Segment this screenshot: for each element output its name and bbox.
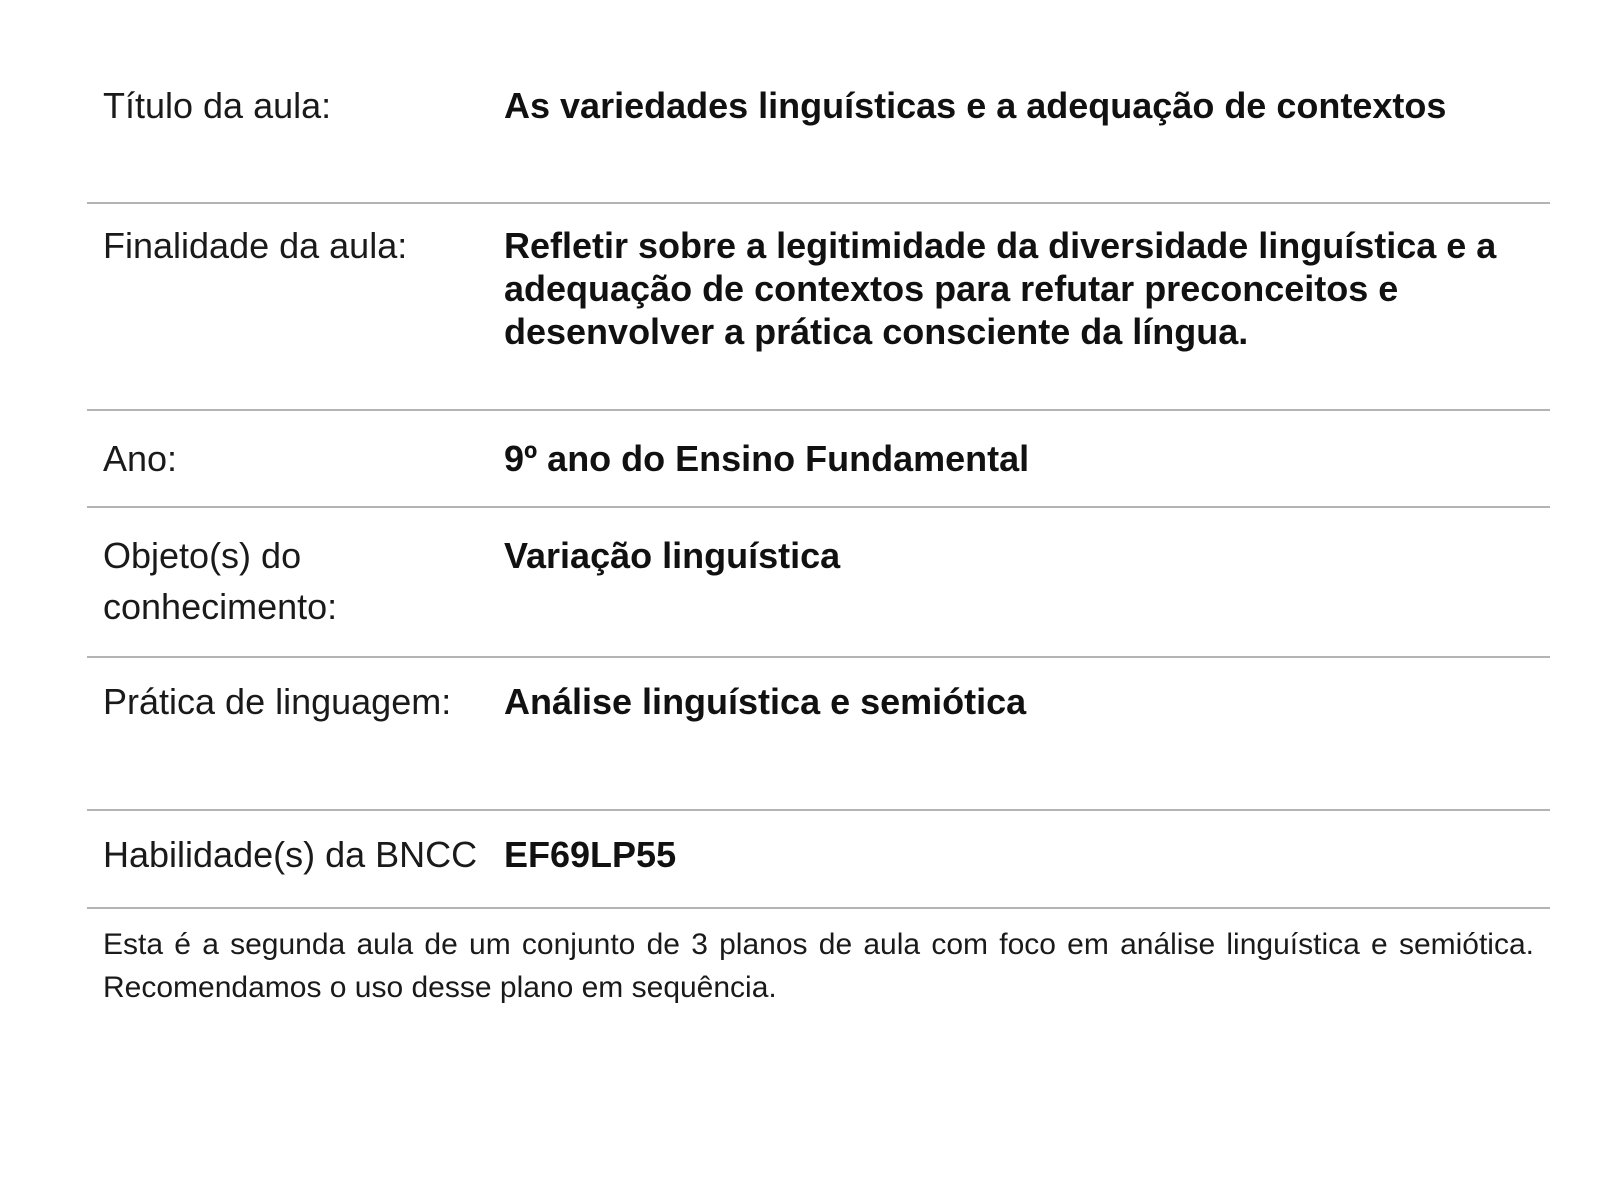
sequence-note: Esta é a segunda aula de um conjunto de 3 planos de aula com foco em análise linguística e semiótica. Recomendamos o uso desse plano em sequência. (103, 928, 1534, 1004)
row-lesson-purpose (87, 204, 1550, 411)
lesson-purpose-value: Refletir sobre a legitimidade da diversidade linguística e a adequação de contextos para refutar preconceitos e desenvolver a prática consciente da língua. (504, 225, 1497, 352)
lesson-plan-table (87, 0, 1550, 1009)
language-practice-label: Prática de linguagem: (103, 681, 452, 722)
knowledge-objects-label: Objeto(s) do conhecimento: (103, 535, 338, 627)
row-knowledge-objects (87, 508, 1550, 658)
school-year-value: 9º ano do Ensino Fundamental (504, 438, 1030, 479)
school-year-label: Ano: (103, 438, 178, 479)
row-language-practice (87, 658, 1550, 811)
language-practice-value: Análise linguística e semiótica (504, 681, 1027, 722)
row-bncc-skills (87, 811, 1550, 909)
lesson-purpose-label: Finalidade da aula: (103, 225, 408, 266)
row-school-year (87, 411, 1550, 508)
knowledge-objects-value: Variação linguística (504, 535, 841, 576)
bncc-skills-label: Habilidade(s) da BNCC (103, 834, 478, 875)
bncc-skills-value: EF69LP55 (504, 834, 677, 875)
lesson-title-value: As variedades linguísticas e a adequação de contextos (504, 85, 1447, 126)
lesson-title-label: Título da aula: (103, 85, 332, 126)
row-lesson-title (87, 0, 1550, 204)
